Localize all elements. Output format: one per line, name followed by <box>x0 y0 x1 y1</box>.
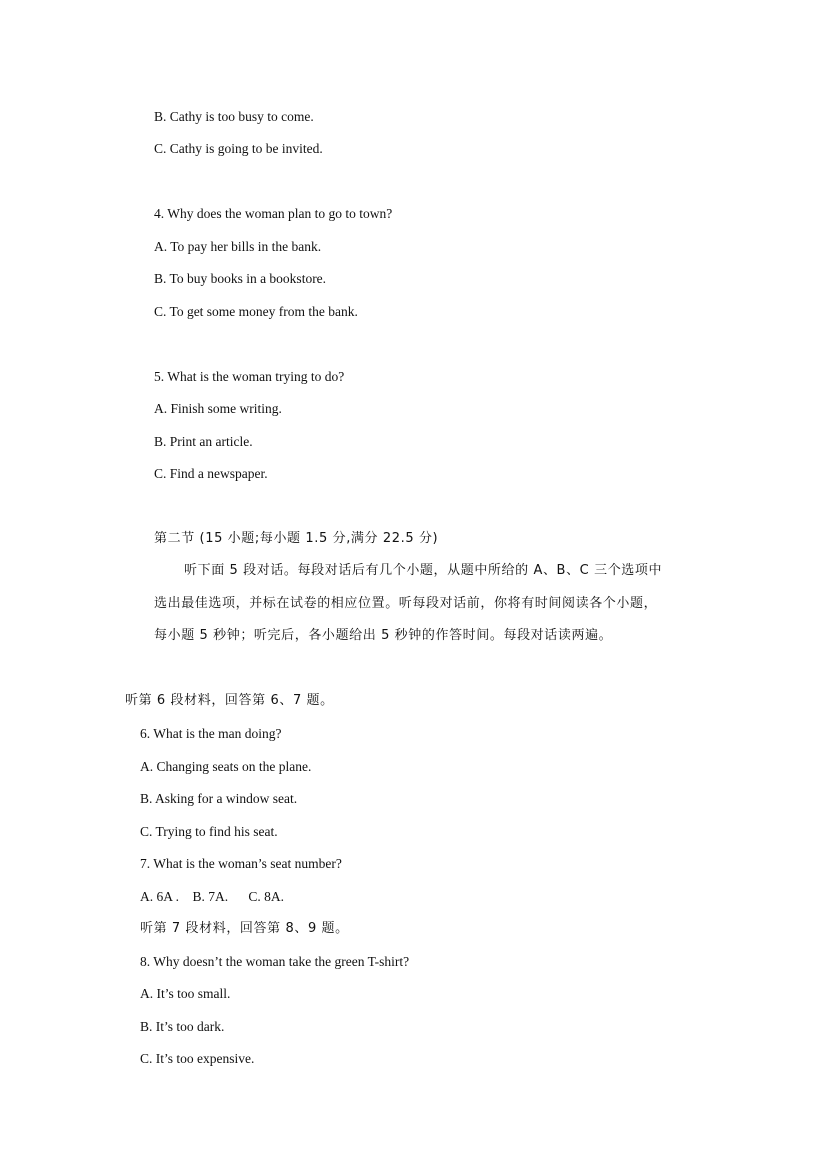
q8-option-b: B. It’s too dark. <box>140 1019 225 1034</box>
q7-question: 7. What is the woman’s seat number? <box>140 856 342 871</box>
q5-question: 5. What is the woman trying to do? <box>154 369 345 384</box>
q6-option-a: A. Changing seats on the plane. <box>140 759 312 774</box>
q5-option-b: B. Print an article. <box>154 434 253 449</box>
section2-instruction-line2: 选出最佳选项，并标在试卷的相应位置。听每段对话前，你将有时间阅读各个小题， <box>154 596 658 611</box>
q5-option-c: C. Find a newspaper. <box>154 466 268 481</box>
q4-option-a: A. To pay her bills in the bank. <box>154 239 322 254</box>
q6-option-b: B. Asking for a window seat. <box>140 791 298 806</box>
q4-question: 4. Why does the woman plan to go to town? <box>154 206 393 221</box>
section2-heading: 第二节 (15 小题;每小题 1.5 分,满分 22.5 分) <box>154 531 439 546</box>
q8-option-c: C. It’s too expensive. <box>140 1051 255 1066</box>
q3-option-b: B. Cathy is too busy to come. <box>154 109 314 124</box>
q6-question: 6. What is the man doing? <box>140 726 282 741</box>
q8-option-a: A. It’s too small. <box>140 986 231 1001</box>
q8-question: 8. Why doesn’t the woman take the green T-shirt? <box>140 954 410 969</box>
q7-options: A. 6A . B. 7A. C. 8A. <box>140 889 285 904</box>
q5-option-a: A. Finish some writing. <box>154 401 282 416</box>
passage6-intro: 听第 6 段材料，回答第 6、7 题。 <box>125 693 334 708</box>
passage7-intro: 听第 7 段材料，回答第 8、9 题。 <box>140 921 349 936</box>
section2-instruction-line1: 听下面 5 段对话。每段对话后有几个小题，从题中所给的 A、B、C 三个选项中 <box>184 563 663 578</box>
q4-option-b: B. To buy books in a bookstore. <box>154 271 327 286</box>
section2-instruction-line3: 每小题 5 秒钟；听完后，各小题给出 5 秒钟的作答时间。每段对话读两遍。 <box>154 628 613 643</box>
q3-option-c: C. Cathy is going to be invited. <box>154 141 323 156</box>
q6-option-c: C. Trying to find his seat. <box>140 824 278 839</box>
q4-option-c: C. To get some money from the bank. <box>154 304 358 319</box>
